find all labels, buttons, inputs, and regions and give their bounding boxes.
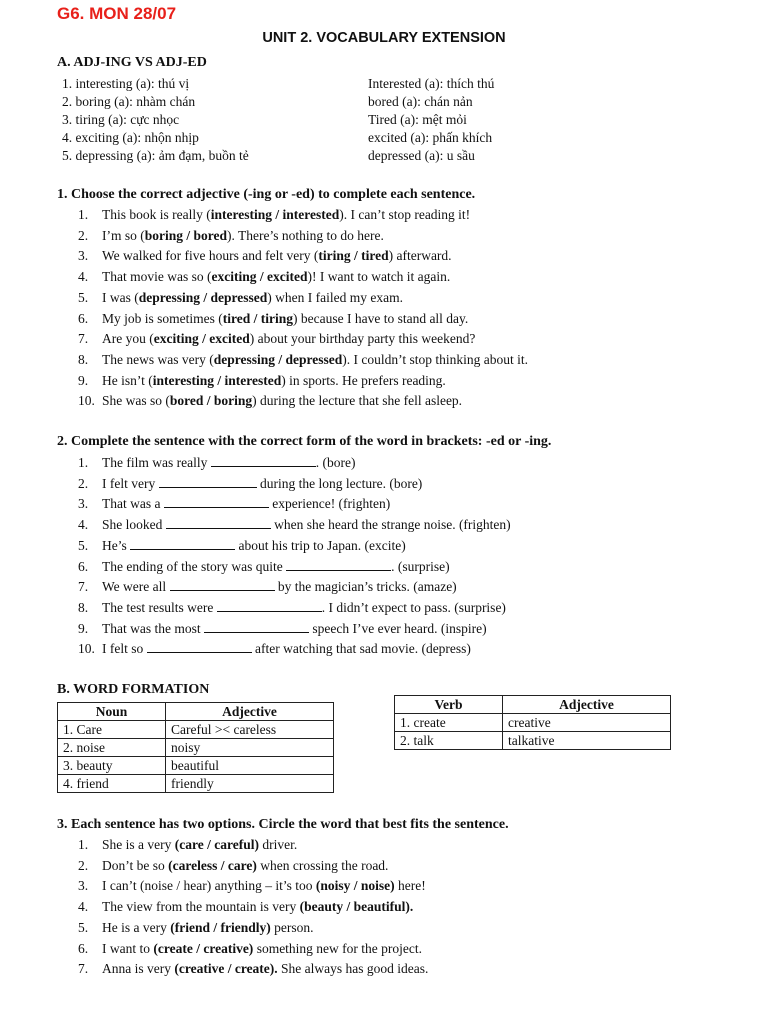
item-text: The view from the mountain is very <box>102 899 300 915</box>
answer-options: interesting / interested <box>152 372 282 388</box>
table-cell: 1. Care <box>58 721 166 739</box>
table-cell: beautiful <box>166 757 334 775</box>
item-number: 4. <box>78 517 89 533</box>
item-number: 7. <box>78 961 89 977</box>
item-text: The film was really <box>102 455 211 470</box>
item-text: We walked for five hours and felt very ( <box>102 248 319 264</box>
item-text: when she heard the strange noise. (frighten) <box>270 517 511 533</box>
item-number: 1. <box>78 837 89 852</box>
table-cell: noisy <box>166 739 334 757</box>
answer-blank[interactable] <box>286 558 391 571</box>
answer-options: exciting / excited <box>211 269 308 285</box>
item-text: ) because I have to stand all day. <box>293 310 469 326</box>
item-text: ) afterward. <box>388 248 452 264</box>
answer-options: depressing / depressed <box>213 351 343 367</box>
exercise-item <box>78 206 470 224</box>
section-b-heading: B. WORD FORMATION <box>57 682 210 697</box>
item-text: I felt so <box>102 641 147 657</box>
item-number: 4. <box>78 269 89 285</box>
item-number: 5. <box>78 537 89 553</box>
answer-options: boring / bored <box>144 227 228 243</box>
answer-blank[interactable] <box>204 620 309 633</box>
answer-blank[interactable] <box>211 454 316 467</box>
answer-options: (care / careful) <box>174 837 259 852</box>
exercise-item <box>78 558 450 576</box>
answer-options: exciting / excited <box>153 331 250 347</box>
table-cell: 3. beauty <box>58 757 166 775</box>
item-number: 5. <box>78 919 89 935</box>
exercise-3-heading: 3. Each sentence has two options. Circle the word that best fits the sentence. <box>57 817 509 832</box>
answer-options: (friend / friendly) <box>170 919 271 935</box>
table-cell: 2. noise <box>58 739 166 757</box>
answer-options: tired / tiring <box>222 310 293 326</box>
item-number: 2. <box>78 475 89 491</box>
item-text: That was a <box>102 496 164 512</box>
answer-options: (creative / create). <box>174 961 278 977</box>
item-number: 5. <box>78 289 89 305</box>
exercise-item <box>78 268 450 286</box>
item-number: 3. <box>78 496 89 512</box>
vocab-item: excited (a): phấn khích <box>368 130 493 145</box>
table-cell: Careful >< careless <box>166 721 334 739</box>
verb-adjective-table <box>394 695 671 750</box>
item-text: That was the most <box>102 620 204 636</box>
item-text: She looked <box>102 517 166 533</box>
item-text: ). There’s nothing to do here. <box>227 227 384 243</box>
item-number: 1. <box>78 455 89 470</box>
answer-options: depressing / depressed <box>138 289 268 305</box>
exercise-item <box>78 247 452 265</box>
item-number: 8. <box>78 599 89 615</box>
item-text: My job is sometimes ( <box>102 310 223 326</box>
item-text: I can’t (noise / hear) anything – it’s too <box>102 878 316 894</box>
item-number: 1. <box>78 207 89 222</box>
item-text: Are you ( <box>102 331 154 347</box>
vocab-item: 3. tiring (a): cực nhọc <box>62 112 180 127</box>
exercise-item <box>78 599 506 617</box>
vocab-item: Interested (a): thích thú <box>368 76 495 91</box>
section-a-heading: A. ADJ-ING VS ADJ-ED <box>57 55 207 70</box>
item-number: 3. <box>78 248 89 264</box>
table-row <box>58 739 334 757</box>
item-text: ) when I failed my exam. <box>267 289 403 305</box>
item-text: when crossing the road. <box>256 857 389 873</box>
column-header: Adjective <box>503 696 671 714</box>
exercise-item <box>78 620 487 638</box>
answer-blank[interactable] <box>164 495 269 508</box>
item-text: She always has good ideas. <box>277 961 429 977</box>
exercise-item <box>78 495 390 513</box>
exercise-item <box>78 877 426 895</box>
exercise-item <box>78 289 403 307</box>
table-cell: 1. create <box>395 714 503 732</box>
item-number: 6. <box>78 940 89 956</box>
exercise-item <box>78 919 313 937</box>
item-text: . (bore) <box>315 455 356 470</box>
vocab-item: 1. interesting (a): thú vị <box>62 76 190 91</box>
item-text: experience! (frighten) <box>268 496 391 512</box>
exercise-item <box>78 857 388 875</box>
answer-options: (beauty / beautiful). <box>299 899 414 915</box>
vocab-item: bored (a): chán nản <box>368 94 473 109</box>
vocab-item: Tired (a): mệt mỏi <box>368 112 467 127</box>
item-text: . (surprise) <box>391 558 450 574</box>
exercise-item <box>78 640 471 658</box>
table-cell: creative <box>503 714 671 732</box>
item-text: She was so ( <box>102 393 170 409</box>
item-text: I’m so ( <box>102 227 145 243</box>
item-text: The ending of the story was quite <box>102 558 287 574</box>
item-text: I want to <box>102 940 154 956</box>
table-row <box>58 721 334 739</box>
vocab-item: 5. depressing (a): ảm đạm, buồn tẻ <box>62 148 249 163</box>
item-text: )! I want to watch it again. <box>307 269 451 285</box>
table-cell: 2. talk <box>395 732 503 750</box>
exercise-item <box>78 516 511 534</box>
item-number: 7. <box>78 579 89 595</box>
answer-options: (careless / care) <box>168 857 257 873</box>
column-header: Noun <box>58 703 166 721</box>
exercise-2-heading: 2. Complete the sentence with the correct form of the word in brackets: -ed or -ing. <box>57 434 552 449</box>
answer-blank[interactable] <box>217 599 322 612</box>
answer-blank[interactable] <box>159 475 257 488</box>
answer-options: (noisy / noise) <box>315 878 395 894</box>
item-text: I felt very <box>102 475 159 491</box>
answer-blank[interactable] <box>166 516 271 529</box>
noun-adjective-table <box>57 702 334 793</box>
table-cell: 4. friend <box>58 775 166 793</box>
item-number: 4. <box>78 899 89 915</box>
column-header: Verb <box>395 696 503 714</box>
vocab-item: 4. exciting (a): nhộn nhịp <box>62 130 199 145</box>
item-text: ) during the lecture that she fell asleep. <box>252 393 463 409</box>
table-cell: friendly <box>166 775 334 793</box>
item-text: ). I can’t stop reading it! <box>339 207 471 222</box>
exercise-item <box>78 836 297 854</box>
item-number: 10. <box>78 641 95 657</box>
vocab-item: 2. boring (a): nhàm chán <box>62 94 196 109</box>
exercise-item <box>78 392 462 410</box>
item-text: driver. <box>258 837 298 852</box>
exercise-item <box>78 372 446 390</box>
item-text: after watching that sad movie. (depress) <box>251 641 471 657</box>
item-number: 9. <box>78 620 89 636</box>
item-number: 2. <box>78 857 89 873</box>
exercise-item <box>78 940 422 958</box>
item-text: person. <box>270 919 314 935</box>
item-text: He isn’t ( <box>102 372 153 388</box>
table-header-row <box>395 696 671 714</box>
item-text: This book is really ( <box>102 207 211 222</box>
exercise-item <box>78 454 355 472</box>
item-number: 10. <box>78 393 95 409</box>
item-text: something new for the project. <box>253 940 423 956</box>
item-number: 2. <box>78 227 89 243</box>
answer-blank[interactable] <box>130 537 235 550</box>
exercise-item <box>78 351 528 369</box>
item-text: He is a very <box>102 919 171 935</box>
item-number: 9. <box>78 372 89 388</box>
answer-options: bored / boring <box>169 393 253 409</box>
item-text: That movie was so ( <box>102 269 212 285</box>
item-text: ). I couldn’t stop thinking about it. <box>342 351 528 367</box>
exercise-item <box>78 537 406 555</box>
item-text: during the long lecture. (bore) <box>256 475 423 491</box>
item-text: She is a very <box>102 837 175 852</box>
exercise-item <box>78 475 422 493</box>
item-text: Don’t be so <box>102 857 169 873</box>
exercise-1-heading: 1. Choose the correct adjective (-ing or -ed) to complete each sentence. <box>57 187 476 202</box>
item-number: 6. <box>78 310 89 326</box>
item-text: We were all <box>102 579 170 595</box>
table-row <box>58 757 334 775</box>
item-text: Anna is very <box>102 961 175 977</box>
page-title: UNIT 2. VOCABULARY EXTENSION <box>262 30 506 46</box>
item-text: The news was very ( <box>102 351 214 367</box>
exercise-item <box>78 330 475 348</box>
table-cell: talkative <box>503 732 671 750</box>
item-text: I was ( <box>102 289 139 305</box>
table-row <box>58 775 334 793</box>
exercise-item <box>78 227 384 245</box>
item-text: He’s <box>102 537 131 553</box>
item-number: 6. <box>78 558 89 574</box>
vocab-item: depressed (a): u sầu <box>368 148 475 163</box>
item-text: by the magician’s tricks. (amaze) <box>274 579 457 595</box>
answer-blank[interactable] <box>147 640 252 653</box>
answer-options: tiring / tired <box>318 248 389 264</box>
item-text: . I didn’t expect to pass. (surprise) <box>321 599 506 615</box>
table-row <box>395 732 671 750</box>
answer-options: (create / creative) <box>153 940 254 956</box>
item-text: about his trip to Japan. (excite) <box>235 537 406 553</box>
item-text: ) about your birthday party this weekend? <box>249 331 476 347</box>
answer-options: interesting / interested <box>210 207 340 222</box>
item-number: 8. <box>78 351 89 367</box>
exercise-item <box>78 898 413 916</box>
table-row <box>395 714 671 732</box>
column-header: Adjective <box>166 703 334 721</box>
item-text: speech I’ve ever heard. (inspire) <box>308 620 487 636</box>
item-number: 3. <box>78 878 89 894</box>
item-text: The test results were <box>102 599 217 615</box>
item-text: ) in sports. He prefers reading. <box>281 372 446 388</box>
answer-blank[interactable] <box>170 578 275 591</box>
exercise-item <box>78 578 457 596</box>
item-number: 7. <box>78 331 89 347</box>
exercise-item <box>78 310 468 328</box>
item-text: here! <box>394 878 426 894</box>
exercise-item <box>78 960 428 978</box>
table-header-row <box>58 703 334 721</box>
page-header: G6. MON 28/07 <box>57 4 177 23</box>
